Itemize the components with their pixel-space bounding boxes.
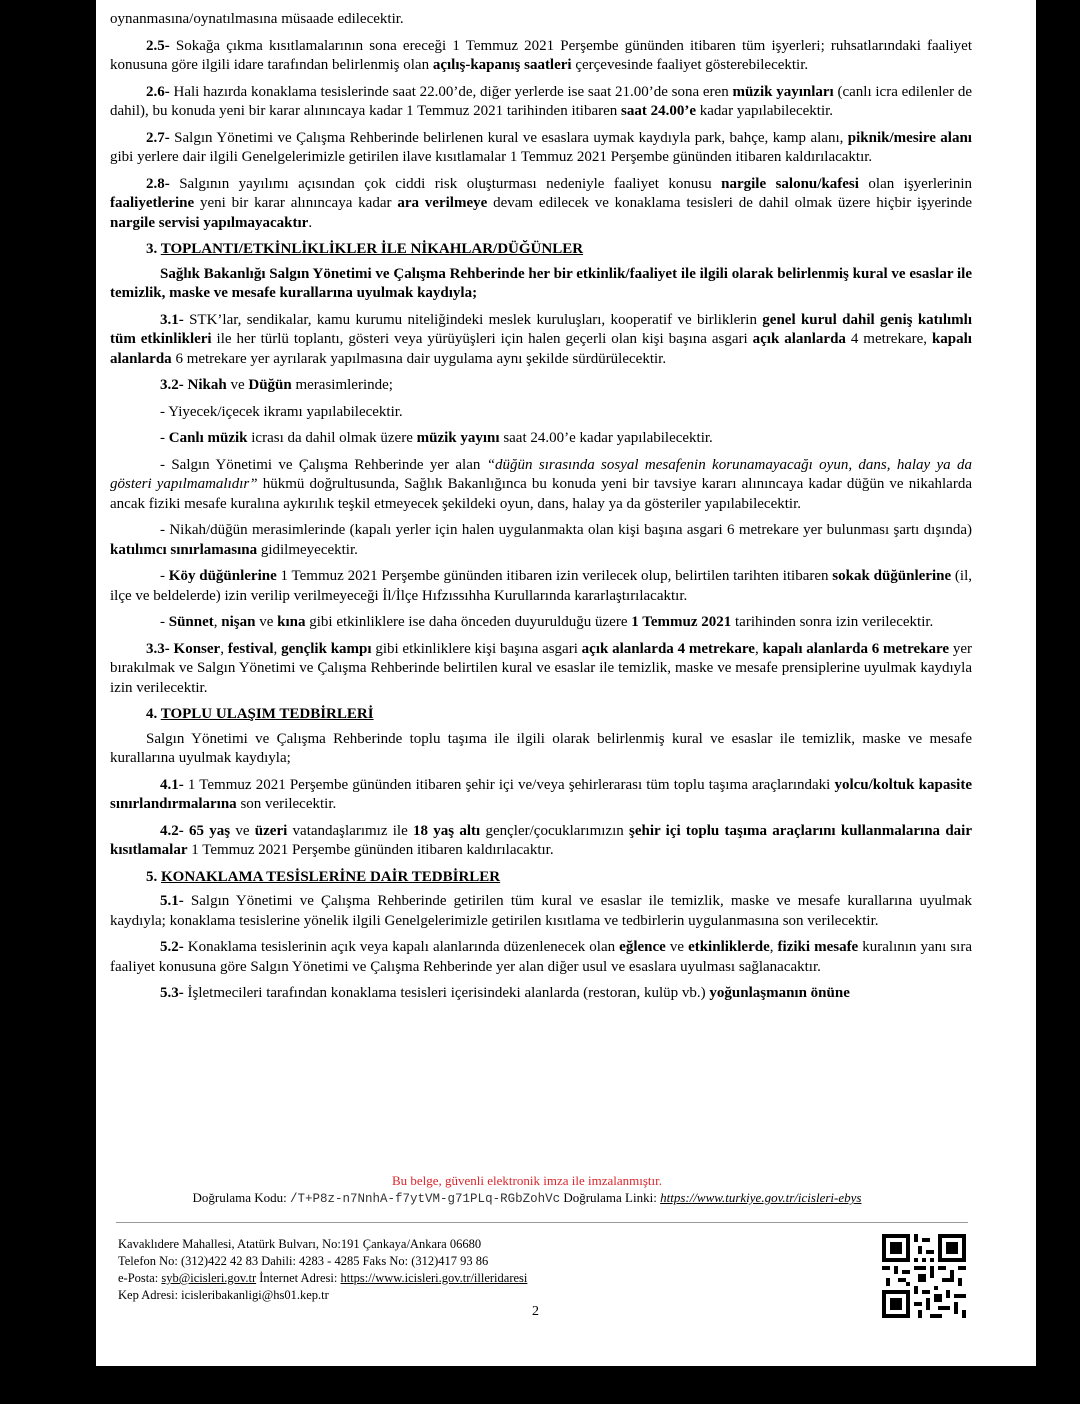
dash-item-1: - Yiyecek/içecek ikramı yapılabilecektir. (160, 403, 403, 420)
verification-code-label: Doğrulama Kodu: (192, 1190, 287, 1205)
paragraph-3-2: 3.2- Nikah ve Düğün merasimlerinde; (160, 377, 393, 393)
verification-link-label: Doğrulama Linki: (563, 1190, 657, 1205)
section-heading-4: 4. TOPLU ULAŞIM TEDBİRLERİ (146, 706, 374, 722)
phone: Telefon No: (312)422 42 83 Dahili: 4283 - 4285 Faks No: (312)417 93 86 (118, 1254, 489, 1268)
kep-address: Kep Adresi: icisleribakanligi@hs01.kep.tr (118, 1288, 329, 1302)
frame-bottom (0, 1366, 1080, 1404)
frame-left (0, 0, 96, 1404)
email-link[interactable]: syb@icisleri.gov.tr (161, 1271, 257, 1285)
paragraph-2-8: 2.8- Salgının yayılımı açısından çok ciddi risk oluşturması nedeniyle faaliyet konusu nargile salonu/kafesi olan işyerlerinin faaliyetlerine yeni bir karar alınıncaya kadar ara verilmeye devam edilecek ve konaklama tesisleri de dahil olmak üzere hiçbir işyerinde nargile servisi yapılmayacaktır. (110, 175, 972, 231)
verification-code: /T+P8z-n7NnhA-f7ytVM-g71PLq-RGbZohVc (290, 1192, 561, 1206)
dash-item-2: - Canlı müzik icrası da dahil olmak üzere müzik yayını saat 24.00’e kadar yapılabilecektir. (160, 430, 713, 446)
paragraph-4-1: 4.1- 1 Temmuz 2021 Perşembe gününden itibaren şehir içi ve/veya şehirlerarası tüm toplu taşıma araçlarındaki yolcu/koltuk kapasite sınırlandırmalarına son verilecektir. (110, 776, 972, 812)
qr-code-icon (882, 1234, 966, 1318)
section-heading-3: 3. TOPLANTI/ETKİNLİKLİKLER İLE NİKAHLAR/DÜĞÜNLER (146, 241, 584, 257)
section-4-intro: Salgın Yönetimi ve Çalışma Rehberinde toplu taşıma ile ilgili olarak belirlenmiş kural ve esaslar ile temizlik, maske ve mesafe kurallarına uyulmak kaydıyla; (110, 730, 972, 766)
paragraph-5-3: 5.3- İşletmecileri tarafından konaklama tesisleri içerisindeki alanlarda (restoran, kulüp vb.) yoğunlaşmanın önüne (160, 985, 850, 1001)
section-heading-5: 5. KONAKLAMA TESİSLERİNE DAİR TEDBİRLER (146, 868, 501, 885)
email-web-line: e-Posta: syb@icisleri.gov.tr İnternet Adresi: https://www.icisleri.gov.tr/illeridaresi (118, 1271, 528, 1285)
document-body (110, 10, 972, 1011)
paragraph-3-1: 3.1- STK’lar, sendikalar, kamu kurumu niteliğindeki meslek kuruluşları, kooperatif ve birliklerin genel kurul dahil geniş katılımlı tüm etkinlikleri ile her türlü toplantı, gösteri veya yürüyüşleri için halen geçerli olan kişi başına asgari açık alanlarda 4 metrekare, kapalı alanlarda 6 metrekare yer ayrılarak yapılmasına dair uygulama aynı şekilde sürdürülecektir. (110, 311, 972, 367)
page-number: 2 (532, 1304, 539, 1319)
signed-notice: Bu belge, güvenli elektronik imza ile imzalanmıştır. (391, 1173, 663, 1188)
address: Kavaklıdere Mahallesi, Atatürk Bulvarı, No:191 Çankaya/Ankara 06680 (118, 1237, 482, 1251)
contact-info (118, 1236, 527, 1304)
document-page (96, 0, 1036, 1366)
dash-item-3: - Salgın Yönetimi ve Çalışma Rehberinde yer alan “düğün sırasında sosyal mesafenin korunamayacağı oyun, dans, halay ya da gösteri yapılmamalıdır” hükmü doğrultusunda, Sağlık Bakanlığınca bu konuda yeni bir tavsiye kararı alınıncaya kadar düğün ve nikahlarda ancak fiziki mesafe kuralına aykırılık teşkil etmeyecek şekildeki oyun, dans, halay ya da gösteriler yapılabilecektir. (110, 456, 972, 512)
verification-link[interactable]: https://www.turkiye.gov.tr/icisleri-ebys (660, 1190, 862, 1205)
verification-line (96, 1189, 958, 1208)
signature-block (96, 1172, 958, 1208)
section-3-intro: Sağlık Bakanlığı Salgın Yönetimi ve Çalışma Rehberinde her bir etkinlik/faaliyet ile ilgili olarak belirlenmiş kural ve esaslar ile temizlik, maske ve mesafe kurallarına uyulmak kaydıyla; (110, 265, 972, 301)
frame-right (1036, 0, 1080, 1404)
paragraph-5-2: 5.2- Konaklama tesislerinin açık veya kapalı alanlarında düzenlenecek olan eğlence ve etkinliklerde, fiziki mesafe kuralının yanı sıra faaliyet konusuna göre Salgın Yönetimi ve Çalışma Rehberinde yer alan diğer usul ve esaslara uyulması sağlanacaktır. (110, 939, 972, 975)
paragraph-5-1: 5.1- Salgın Yönetimi ve Çalışma Rehberinde getirilen tüm kural ve esaslar ile temizlik, maske ve mesafe kurallarına uyulmak kaydıyla; konaklama tesislerine yönelik ilgili Genelgelerimizle getirilen kısıtlama ve tedbirlerin uygulanmasına son verilecektir. (110, 893, 972, 929)
paragraph-2-7: 2.7- Salgın Yönetimi ve Çalışma Rehberinde belirlenen kural ve esaslara uymak kaydıyla park, bahçe, kamp alanı, piknik/mesire alanı gibi yerlere dair ilgili Genelgelerimizle getirilen ilave kısıtlamalar 1 Temmuz 2021 Perşembe gününden itibaren kaldırılacaktır. (110, 129, 972, 165)
paragraph-2-5: 2.5- Sokağa çıkma kısıtlamalarının sona ereceği 1 Temmuz 2021 Perşembe gününden itibaren tüm işyerleri; ruhsatlarındaki faaliyet konusuna göre ilgili idare tarafından belirlenmiş olan açılış-kapanış saatleri çerçevesinde faaliyet gösterebilecektir. (110, 37, 972, 73)
dash-item-6: - Sünnet, nişan ve kına gibi etkinliklere ise daha önceden duyurulduğu üzere 1 Temmuz 2021 tarihinden sonra izin verilecektir. (160, 614, 934, 630)
paragraph-3-3: 3.3- Konser, festival, gençlik kampı gibi etkinliklere kişi başına asgari açık alanlarda 4 metrekare, kapalı alanlarda 6 metrekare yer bırakılmak ve Salgın Yönetimi ve Çalışma Rehberinde belirtilen kural ve esaslar ile temizlik, maske ve mesafe prensiplerine uyulmak kaydıyla izin verilecektir. (110, 640, 973, 696)
dash-item-4: - Nikah/düğün merasimlerinde (kapalı yerler için halen uygulanmakta olan kişi başına asgari 6 metrekare yer bulunması şartı dışında) katılımcı sınırlamasına gidilmeyecektir. (110, 522, 972, 558)
paragraph-2-6: 2.6- Hali hazırda konaklama tesislerinde saat 22.00’de, diğer yerlerde ise saat 21.00’de sona eren müzik yayınları (canlı icra edilenler de dahil), bu konuda yeni bir karar alınıncaya kadar 1 Temmuz 2021 tarihinden itibaren saat 24.00’e kadar yapılabilecektir. (110, 83, 972, 119)
paragraph-top: oynanmasına/oynatılmasına müsaade edilecektir. (110, 11, 404, 27)
paragraph-4-2: 4.2- 65 yaş ve üzeri vatandaşlarımız ile 18 yaş altı gençler/çocuklarımızın şehir içi toplu taşıma araçlarını kullanmalarına dair kısıtlamalar 1 Temmuz 2021 Perşembe gününden itibaren kaldırılacaktır. (110, 822, 972, 858)
web-link[interactable]: https://www.icisleri.gov.tr/illeridaresi (340, 1271, 528, 1285)
dash-item-5: - Köy düğünlerine 1 Temmuz 2021 Perşembe gününden itibaren izin verilecek olup, belirtilen tarihten itibaren sokak düğünlerine (il, ilçe ve beldelerde) izin verilip verilmeyeceği İl/İlçe Hıfzıssıhha Kurullarında kararlaştırılacaktır. (110, 568, 972, 604)
footer-divider (116, 1222, 968, 1223)
